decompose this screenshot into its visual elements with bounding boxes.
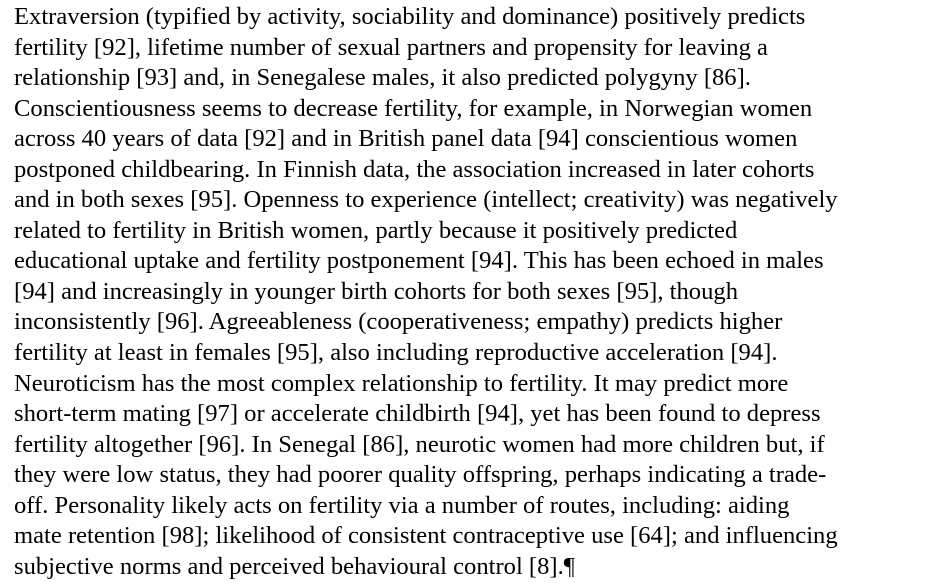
text-line: postponed childbearing. In Finnish data, the association increased in later cohorts: [14, 155, 815, 183]
body-paragraph[interactable]: [14, 2, 929, 582]
text-line: across 40 years of data [92] and in British panel data [94] conscientious women: [14, 125, 798, 153]
text-line: relationship [93] and, in Senegalese males, it also predicted polygyny [86].: [14, 64, 751, 92]
text-line: related to fertility in British women, partly because it positively predicted: [14, 216, 738, 244]
text-line: inconsistently [96]. Agreeableness (cooperativeness; empathy) predicts higher: [14, 308, 783, 336]
text-line: Conscientiousness seems to decrease fertility, for example, in Norwegian women: [14, 94, 813, 122]
text-line: mate retention [98]; likelihood of consistent contraceptive use [64]; and influencing: [14, 522, 838, 550]
text-line: they were low status, they had poorer quality offspring, perhaps indicating a trade-: [14, 461, 827, 489]
text-line: fertility altogether [96]. In Senegal [86], neurotic women had more children but, if: [14, 430, 825, 458]
text-line: short-term mating [97] or accelerate childbirth [94], yet has been found to depress: [14, 400, 821, 428]
text-line: fertility [92], lifetime number of sexual partners and propensity for leaving a: [14, 33, 768, 61]
text-line: and in both sexes [95]. Openness to experience (intellect; creativity) was negatively: [14, 186, 838, 214]
text-line: fertility at least in females [95], also including reproductive acceleration [94].: [14, 339, 778, 367]
text-line: off. Personality likely acts on fertility via a number of routes, including: aiding: [14, 491, 790, 519]
text-line: educational uptake and fertility postponement [94]. This has been echoed in males: [14, 247, 824, 275]
text-line: Neuroticism has the most complex relationship to fertility. It may predict more: [14, 369, 789, 397]
text-line: subjective norms and perceived behavioural control [8].¶: [14, 552, 575, 580]
text-line: Extraversion (typified by activity, sociability and dominance) positively predicts: [14, 3, 806, 30]
text-line: [94] and increasingly in younger birth cohorts for both sexes [95], though: [14, 277, 738, 305]
